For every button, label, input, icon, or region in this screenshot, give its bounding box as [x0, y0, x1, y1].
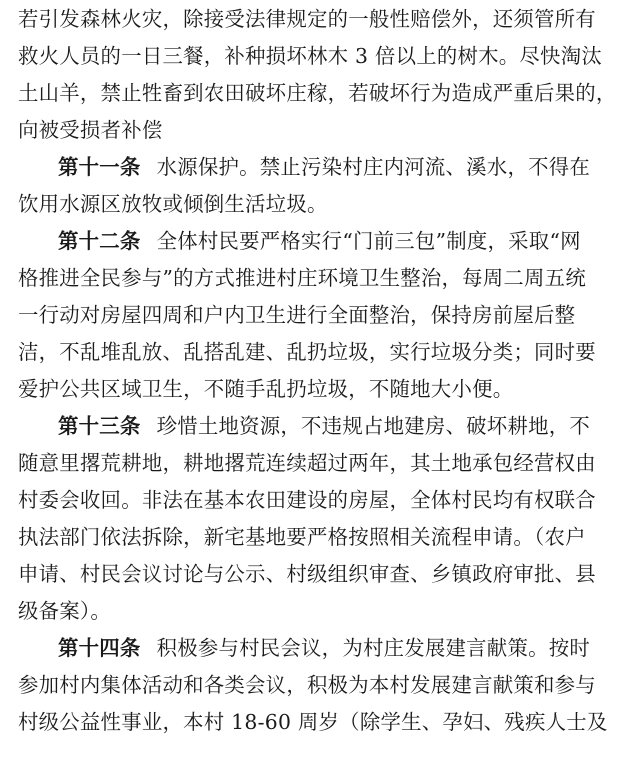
text-line: 向被受损者补偿	[18, 118, 163, 142]
text-line: 饮用水源区放牧或倾倒生活垃圾。	[18, 192, 328, 216]
article-number: 第十二条	[58, 229, 141, 253]
article-text: 积极参与村民会议，为村庄发展建言献策。按时	[156, 636, 591, 660]
text-line: 村委会收回。非法在基本农田建设的房屋，全体村民均有权联合	[18, 488, 596, 512]
article-14-first-line	[58, 630, 590, 667]
text-line: 救火人员的一日三餐，补种损坏林木 3 倍以上的树木。尽快淘汰	[18, 44, 602, 68]
article-11-first-line	[58, 149, 590, 186]
text-line: 级备案）。	[18, 599, 112, 623]
article-text: 全体村民要严格实行“门前三包”制度，采取“网	[156, 229, 581, 253]
text-line: 一行动对房屋四周和户内卫生进行全面整治，保持房前屋后整	[18, 303, 576, 327]
article-12-first-line	[58, 223, 581, 260]
article-text: 水源保护。禁止污染村庄内河流、溪水，不得在	[156, 155, 591, 179]
text-line: 土山羊，禁止牲畜到农田破坏庄稼，若破坏行为造成严重后果的，	[18, 81, 617, 105]
article-text: 珍惜土地资源，不违规占地建房、破坏耕地，不	[156, 414, 591, 438]
text-line: 随意里撂荒耕地，耕地撂荒连续超过两年，其土地承包经营权由	[18, 451, 596, 475]
text-line: 参加村内集体活动和各类会议，积极为本村发展建言献策和参与	[18, 673, 596, 697]
article-13-first-line	[58, 408, 590, 445]
text-line: 村级公益性事业，本村 18-60 周岁（除学生、孕妇、残疾人士及	[18, 710, 608, 734]
text-line: 申请、村民会议讨论与公示、村级组织审查、乡镇政府审批、县	[18, 562, 596, 586]
text-line: 若引发森林火灾，除接受法律规定的一般性赔偿外，还须管所有	[18, 7, 596, 31]
text-line: 执法部门依法拆除，新宅基地要严格按照相关流程申请。（农户	[18, 525, 586, 549]
text-line: 格推进全民参与”的方式推进村庄环境卫生整治，每周二周五统	[18, 266, 586, 290]
text-line: 爱护公共区域卫生，不随手乱扔垃圾，不随地大小便。	[18, 377, 514, 401]
text-line: 洁，不乱堆乱放、乱搭乱建、乱扔垃圾，实行垃圾分类；同时要	[18, 340, 596, 364]
article-number: 第十三条	[58, 414, 141, 438]
article-number: 第十四条	[58, 636, 141, 660]
article-number: 第十一条	[58, 155, 141, 179]
